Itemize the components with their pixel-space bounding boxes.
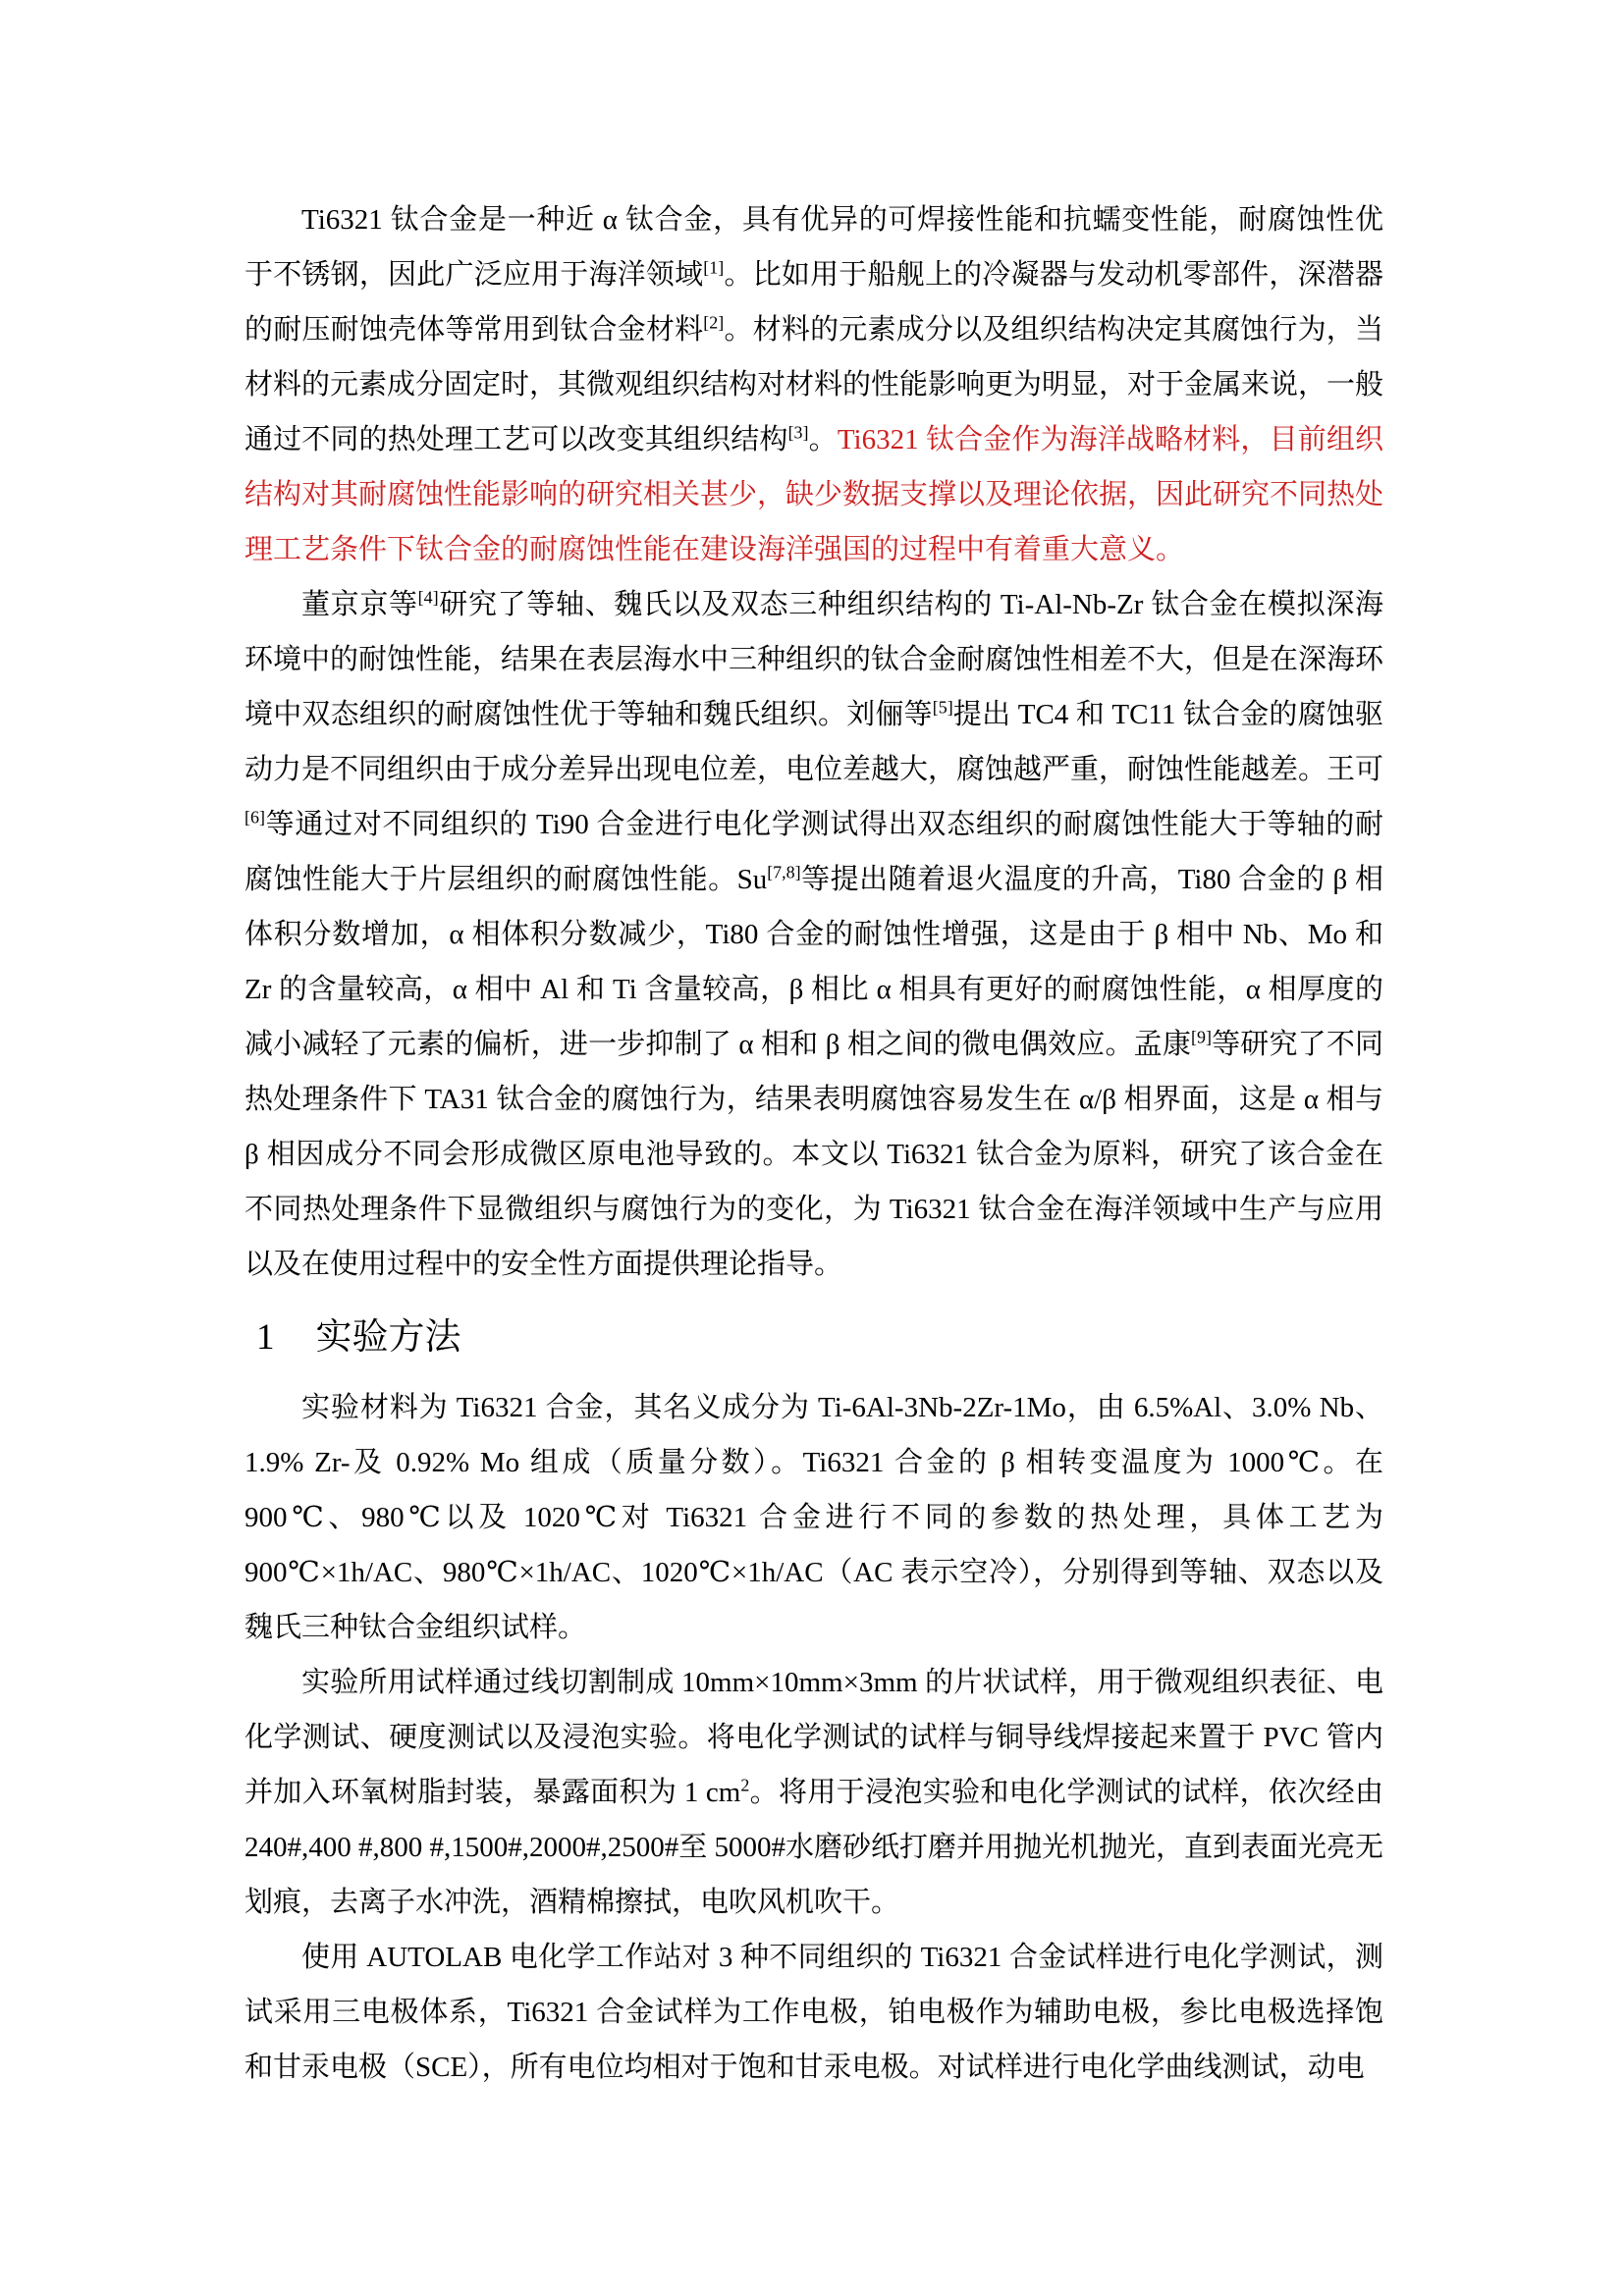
intro-text-2: 。比如用于船舰上的冷凝器与发动机零部件，深潜器的耐压耐蚀壳体等常用到钛合金材料 [244, 259, 1383, 346]
intro-highlight-red: Ti6321 钛合金作为海洋战略材料，目前组织结构对其耐腐蚀性能影响的研究相关甚少，缺少数据支撑以及理论依据，因此研究不同热处理工艺条件下钛合金的耐腐蚀性能在建设海洋强国的过程中有着重大意义。 [244, 424, 1384, 565]
review-text-3: 提出 TC4 和 TC11 钛合金的腐蚀驱动力是不同组织由于成分差异出现电位差，电位差越大，腐蚀越严重，耐蚀性能越差。王可 [244, 699, 1384, 785]
electrochemical-text: 使用 AUTOLAB 电化学工作站对 3 种不同组织的 Ti6321 合金试样进行电化学测试，测试采用三电极体系，Ti6321 合金试样为工作电极，铂电极作为辅助电极，参比电极选择饱和甘汞电极（SCE），所有电位均相对于饱和甘汞电极。对试样进行电化学曲线测试，动电 [244, 1942, 1383, 2083]
specimen-text-1: 实验所用试样通过线切割制成 10mm×10mm×3mm 的片状试样，用于微观组织表征、电化学测试、硬度测试以及浸泡实验。将电化学测试的试样与铜导线焊接起来置于 PVC 管内并加入环氧树脂封装，暴露面积为 1 cm [244, 1667, 1383, 1808]
review-text-1: 董京京等 [301, 589, 418, 620]
section-title: 实验方法 [315, 1317, 461, 1358]
superscript-squared: 2 [740, 1775, 750, 1795]
intro-text-1: Ti6321 钛合金是一种近 α 钛合金，具有优异的可焊接性能和抗蠕变性能，耐腐蚀性优于不锈钢，因此广泛应用于海洋领域 [244, 204, 1383, 291]
citation-ref-7-8: [7,8] [767, 862, 801, 882]
citation-ref-3: [3] [787, 422, 809, 443]
review-text-2: 研究了等轴、魏氏以及双态三种组织结构的 Ti-Al-Nb-Zr 钛合金在模拟深海环境中的耐蚀性能，结果在表层海水中三种组织的钛合金耐腐蚀性相差不大，但是在深海环境中双态组织的耐腐蚀性优于等轴和魏氏组织。刘俪等 [244, 589, 1384, 730]
review-text-6: 等研究了不同热处理条件下 TA31 钛合金的腐蚀行为，结果表明腐蚀容易发生在 α/β 相界面，这是 α 相与 β 相因成分不同会形成微区原电池导致的。本文以 Ti6321 钛合金为原料，研究了该合金在不同热处理条件下显微组织与腐蚀行为的变化，为 Ti6321 钛合金在海洋领域中生产与应用以及在使用过程中的安全性方面提供理论指导。 [244, 1029, 1383, 1280]
section-number: 1 [256, 1317, 275, 1358]
electrochemical-test-paragraph [244, 1930, 1383, 2095]
citation-ref-5: [5] [932, 697, 953, 718]
citation-ref-1: [1] [703, 257, 725, 278]
citation-ref-9: [9] [1191, 1027, 1212, 1047]
materials-paragraph [244, 1380, 1383, 1655]
specimen-text-2: 。将用于浸泡实验和电化学测试的试样，依次经由 240#,400 #,800 #,1500#,2000#,2500#至 5000#水磨砂纸打磨并用抛光机抛光，直到表面光亮无划痕，去离子水冲洗，酒精棉擦拭，电吹风机吹干。 [244, 1777, 1384, 1918]
section-1-heading [244, 1309, 1383, 1366]
review-text-5: 等提出随着退火温度的升高，Ti80 合金的 β 相体积分数增加，α 相体积分数减少，Ti80 合金的耐蚀性增强，这是由于 β 相中 Nb、Mo 和 Zr 的含量较高，α 相中 Al 和 Ti 含量较高，β 相比 α 相具有更好的耐腐蚀性能，α 相厚度的减小减轻了元素的偏析，进一步抑制了 α 相和 β 相之间的微电偶效应。孟康 [244, 864, 1383, 1060]
materials-text-red: 实验材料为 Ti6321 合金，其名义成分为 Ti-6Al-3Nb-2Zr-1Mo，由 6.5%Al、3.0% Nb、1.9% Zr-及 0.92% Mo 组成（质量分数）。Ti6321 合金的 β 相转变温度为 1000℃。在 900℃、980℃以及 1020℃对 Ti6321 合金进行不同的参数的热处理，具体工艺为 900℃×1h/AC、980℃×1h/AC、1020℃×1h/AC（AC 表示空冷），分别得到等轴、双态以及魏氏三种钛合金组织试样。 [244, 1392, 1383, 1643]
intro-paragraph [244, 192, 1383, 577]
page-content [244, 192, 1383, 2095]
intro-text-4: 。 [808, 424, 838, 455]
citation-ref-2: [2] [703, 312, 725, 333]
specimen-preparation-paragraph [244, 1655, 1383, 1930]
citation-ref-4: [4] [417, 587, 439, 608]
intro-text-3: 。材料的元素成分以及组织结构决定其腐蚀行为，当材料的元素成分固定时，其微观组织结构对材料的性能影响更为明显，对于金属来说，一般通过不同的热处理工艺可以改变其组织结构 [244, 314, 1384, 455]
review-text-4: 等通过对不同组织的 Ti90 合金进行电化学测试得出双态组织的耐腐蚀性能大于等轴的耐腐蚀性能大于片层组织的耐腐蚀性能。Su [244, 809, 1383, 895]
literature-review-paragraph [244, 577, 1383, 1292]
citation-ref-6: [6] [244, 807, 265, 828]
